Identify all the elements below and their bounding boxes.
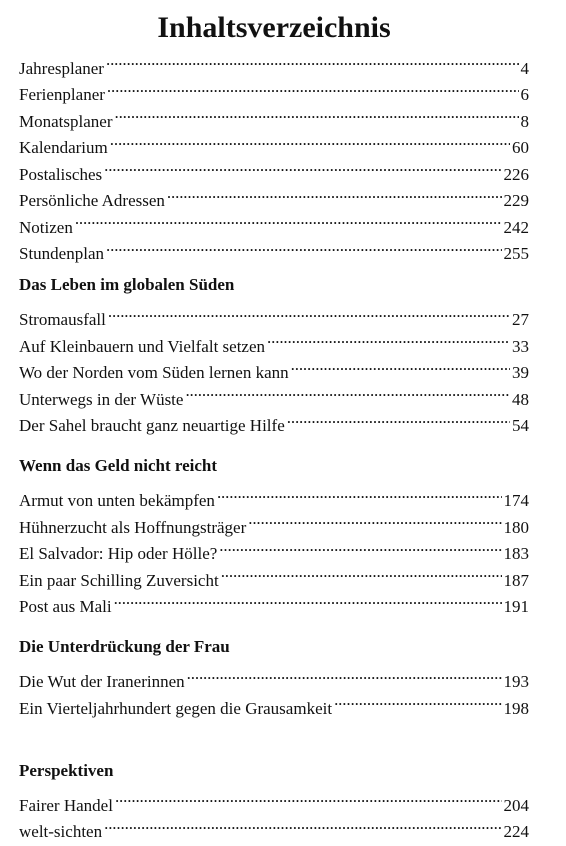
toc-entry-page: 60 <box>512 138 529 157</box>
toc-leader-dots <box>108 299 510 326</box>
toc-leader-dots <box>104 153 501 180</box>
section-heading: Wenn das Geld nicht reicht <box>19 456 218 475</box>
toc-entry-label: Stundenplan <box>19 244 104 263</box>
toc-page <box>19 0 529 841</box>
toc-entry-label: Die Wut der Iranerinnen <box>19 672 185 691</box>
toc-entry-label: Jahresplaner <box>19 58 104 78</box>
toc-leader-dots <box>187 661 502 688</box>
toc-leader-dots <box>221 559 502 586</box>
toc-entry <box>19 233 529 263</box>
toc-entry <box>19 480 529 510</box>
toc-entry-page: 204 <box>503 795 529 815</box>
page-title: Inhaltsverzeichnis <box>157 11 391 44</box>
toc-section <box>19 758 529 841</box>
toc-section <box>19 272 529 435</box>
toc-section <box>19 453 529 616</box>
section-heading: Das Leben im globalen Süden <box>19 275 235 294</box>
toc-entry-page: 33 <box>512 336 529 356</box>
toc-entry-label: Wo der Norden vom Süden lernen kann <box>19 363 289 382</box>
toc-leader-dots <box>167 180 502 207</box>
toc-entry-label: Notizen <box>19 217 73 237</box>
toc-entry-page: 174 <box>503 491 529 510</box>
toc-entry-label: Ferienplaner <box>19 85 105 104</box>
toc-leader-dots <box>291 352 510 379</box>
toc-entry-label: Monatsplaner <box>19 111 113 131</box>
toc-leader-dots <box>217 480 502 507</box>
toc-leader-dots <box>219 533 501 560</box>
toc-entry-page: 242 <box>503 217 529 237</box>
toc-entry-label: Kalendarium <box>19 138 108 157</box>
toc-leader-dots <box>287 405 510 432</box>
toc-section <box>19 634 529 718</box>
toc-leader-dots <box>185 378 510 405</box>
toc-leader-dots <box>115 784 502 811</box>
toc-entry-label: Hühnerzucht als Hoffnungsträger <box>19 517 247 537</box>
toc-entry-label: Der Sahel braucht ganz neuartige Hilfe <box>19 416 285 435</box>
toc-leader-dots <box>110 127 510 154</box>
toc-entry <box>19 47 529 78</box>
toc-entry <box>19 661 529 691</box>
toc-entry-label: welt-sichten <box>19 822 103 841</box>
toc-entry-label: Fairer Handel <box>19 795 113 815</box>
toc-leader-dots <box>267 325 510 352</box>
toc-entry-page: 255 <box>503 244 529 263</box>
toc-entry-page: 193 <box>503 672 529 691</box>
toc-entry-label: Stromausfall <box>19 310 106 329</box>
toc-leader-dots <box>334 687 501 714</box>
toc-entry <box>19 206 529 237</box>
toc-leader-dots <box>75 206 502 233</box>
toc-entry-page: 180 <box>503 517 529 537</box>
toc-entry-page: 6 <box>520 85 529 104</box>
toc-entry <box>19 299 529 329</box>
toc-entry-label: Ein paar Schilling Zuversicht <box>19 570 219 590</box>
toc-entry-page: 226 <box>503 164 529 184</box>
toc-entry-label: Postalisches <box>19 164 103 184</box>
toc-entry-page: 187 <box>503 570 529 590</box>
toc-leader-dots <box>114 586 502 613</box>
toc-leader-dots <box>106 233 502 260</box>
toc-entry-label: Armut von unten bekämpfen <box>19 491 215 510</box>
toc-entry-page: 198 <box>503 698 529 718</box>
toc-entry-page: 191 <box>503 597 529 616</box>
toc-entry-label: Auf Kleinbauern und Vielfalt setzen <box>19 336 266 356</box>
section-heading: Perspektiven <box>19 760 114 780</box>
toc-entry-page: 48 <box>512 389 529 409</box>
toc-leader-dots <box>107 74 519 101</box>
toc-entry-label: Unterwegs in der Wüste <box>19 389 184 409</box>
toc-general-list <box>19 47 529 263</box>
toc-entry-label: Ein Vierteljahrhundert gegen die Grausamkeit <box>19 698 333 718</box>
section-heading: Die Unterdrückung der Frau <box>19 637 230 656</box>
toc-entry-label: El Salvador: Hip oder Hölle? <box>19 544 218 563</box>
toc-entry-page: 27 <box>512 310 529 329</box>
toc-entry-page: 54 <box>512 416 529 435</box>
toc-entry <box>19 784 529 815</box>
toc-leader-dots <box>248 506 501 533</box>
toc-entry-page: 39 <box>512 363 529 382</box>
toc-entry-page: 229 <box>503 191 529 210</box>
toc-entry-page: 224 <box>503 822 529 841</box>
toc-entry-label: Post aus Mali <box>19 597 112 616</box>
toc-entry-page: 4 <box>520 58 529 78</box>
toc-entry-page: 8 <box>520 111 529 131</box>
toc-entry-label: Persönliche Adressen <box>19 191 165 210</box>
toc-leader-dots <box>106 47 519 74</box>
toc-entry-page: 183 <box>503 544 529 563</box>
toc-leader-dots <box>104 811 501 838</box>
toc-leader-dots <box>114 100 518 127</box>
